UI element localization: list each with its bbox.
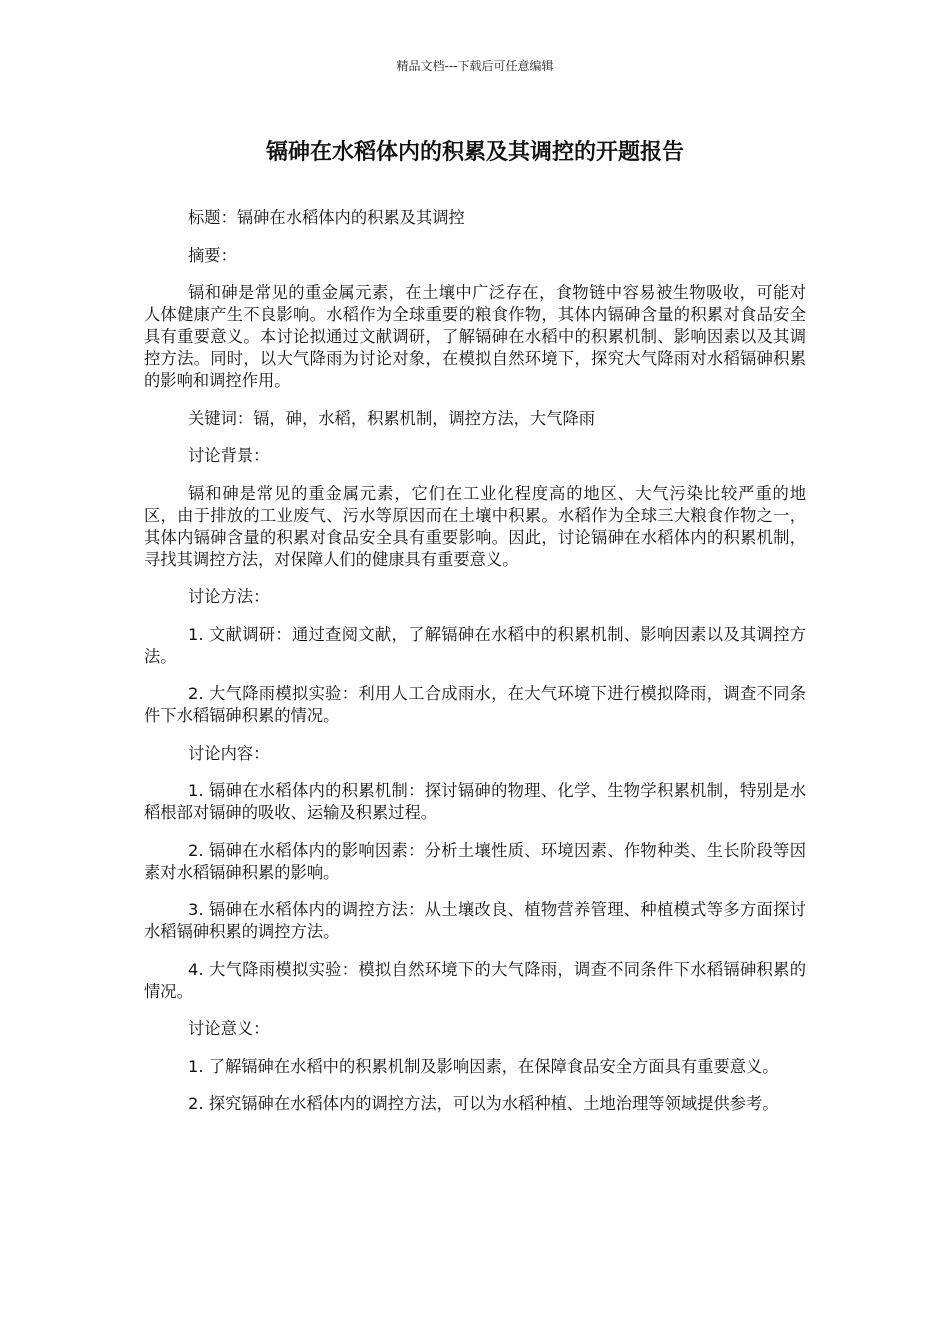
methods-item-1: 1. 文献调研：通过查阅文献，了解镉砷在水稻中的积累机制、影响因素以及其调控方法。	[144, 624, 806, 666]
document-title: 镉砷在水稻体内的积累及其调控的开题报告	[265, 140, 684, 165]
abstract-heading: 摘要：	[188, 245, 237, 265]
methods-heading: 讨论方法：	[188, 587, 270, 606]
background-heading: 讨论背景：	[188, 446, 270, 465]
content-item-4: 4. 大气降雨模拟实验：模拟自然环境下的大气降雨，调查不同条件下水稻镉砷积累的情况。	[144, 959, 806, 1001]
content-item-2: 2. 镉砷在水稻体内的影响因素：分析土壤性质、环境因素、作物种类、生长阶段等因素对水稻镉砷积累的影响。	[144, 840, 806, 882]
header-note: 精品文档---下载后可任意编辑	[396, 59, 554, 73]
significance-heading: 讨论意义：	[188, 1019, 270, 1038]
background-paragraph: 镉和砷是常见的重金属元素，它们在工业化程度高的地区、大气污染比较严重的地区，由于排放的工业废气、污水等原因而在土壤中积累。水稻作为全球三大粮食作物之一，其体内镉砷含量的积累对食品安全具有重要影响。因此，讨论镉砷在水稻体内的积累机制，寻找其调控方法，对保障人们的健康具有重要意义。	[144, 483, 806, 569]
methods-item-2: 2. 大气降雨模拟实验：利用人工合成雨水，在大气环境下进行模拟降雨，调查不同条件下水稻镉砷积累的情况。	[144, 684, 806, 725]
content-item-1: 1. 镉砷在水稻体内的积累机制：探讨镉砷的物理、化学、生物学积累机制，特别是水稻根部对镉砷的吸收、运输及积累过程。	[144, 781, 806, 822]
abstract-paragraph: 镉和砷是常见的重金属元素，在土壤中广泛存在，食物链中容易被生物吸收，可能对人体健康产生不良影响。水稻作为全球重要的粮食作物，其体内镉砷含量的积累对食品安全具有重要意义。本讨论拟通过文献调研，了解镉砷在水稻中的积累机制、影响因素以及其调控方法。同时，以大气降雨为讨论对象，在模拟自然环境下，探究大气降雨对水稻镉砷积累的影响和调控作用。	[144, 283, 806, 390]
significance-item-1: 1. 了解镉砷在水稻中的积累机制及影响因素，在保障食品安全方面具有重要意义。	[188, 1056, 779, 1076]
subject-line: 标题：镉砷在水稻体内的积累及其调控	[188, 208, 465, 227]
significance-item-2: 2. 探究镉砷在水稻体内的调控方法，可以为水稻种植、土地治理等领域提供参考。	[188, 1094, 779, 1113]
content-item-3: 3. 镉砷在水稻体内的调控方法：从土壤改良、植物营养管理、种植模式等多方面探讨水稻镉砷积累的调控方法。	[144, 900, 806, 941]
keywords-line: 关键词：镉，砷，水稻，积累机制，调控方法，大气降雨	[188, 408, 596, 428]
content-heading: 讨论内容：	[188, 743, 270, 763]
document-body	[144, 207, 806, 1131]
